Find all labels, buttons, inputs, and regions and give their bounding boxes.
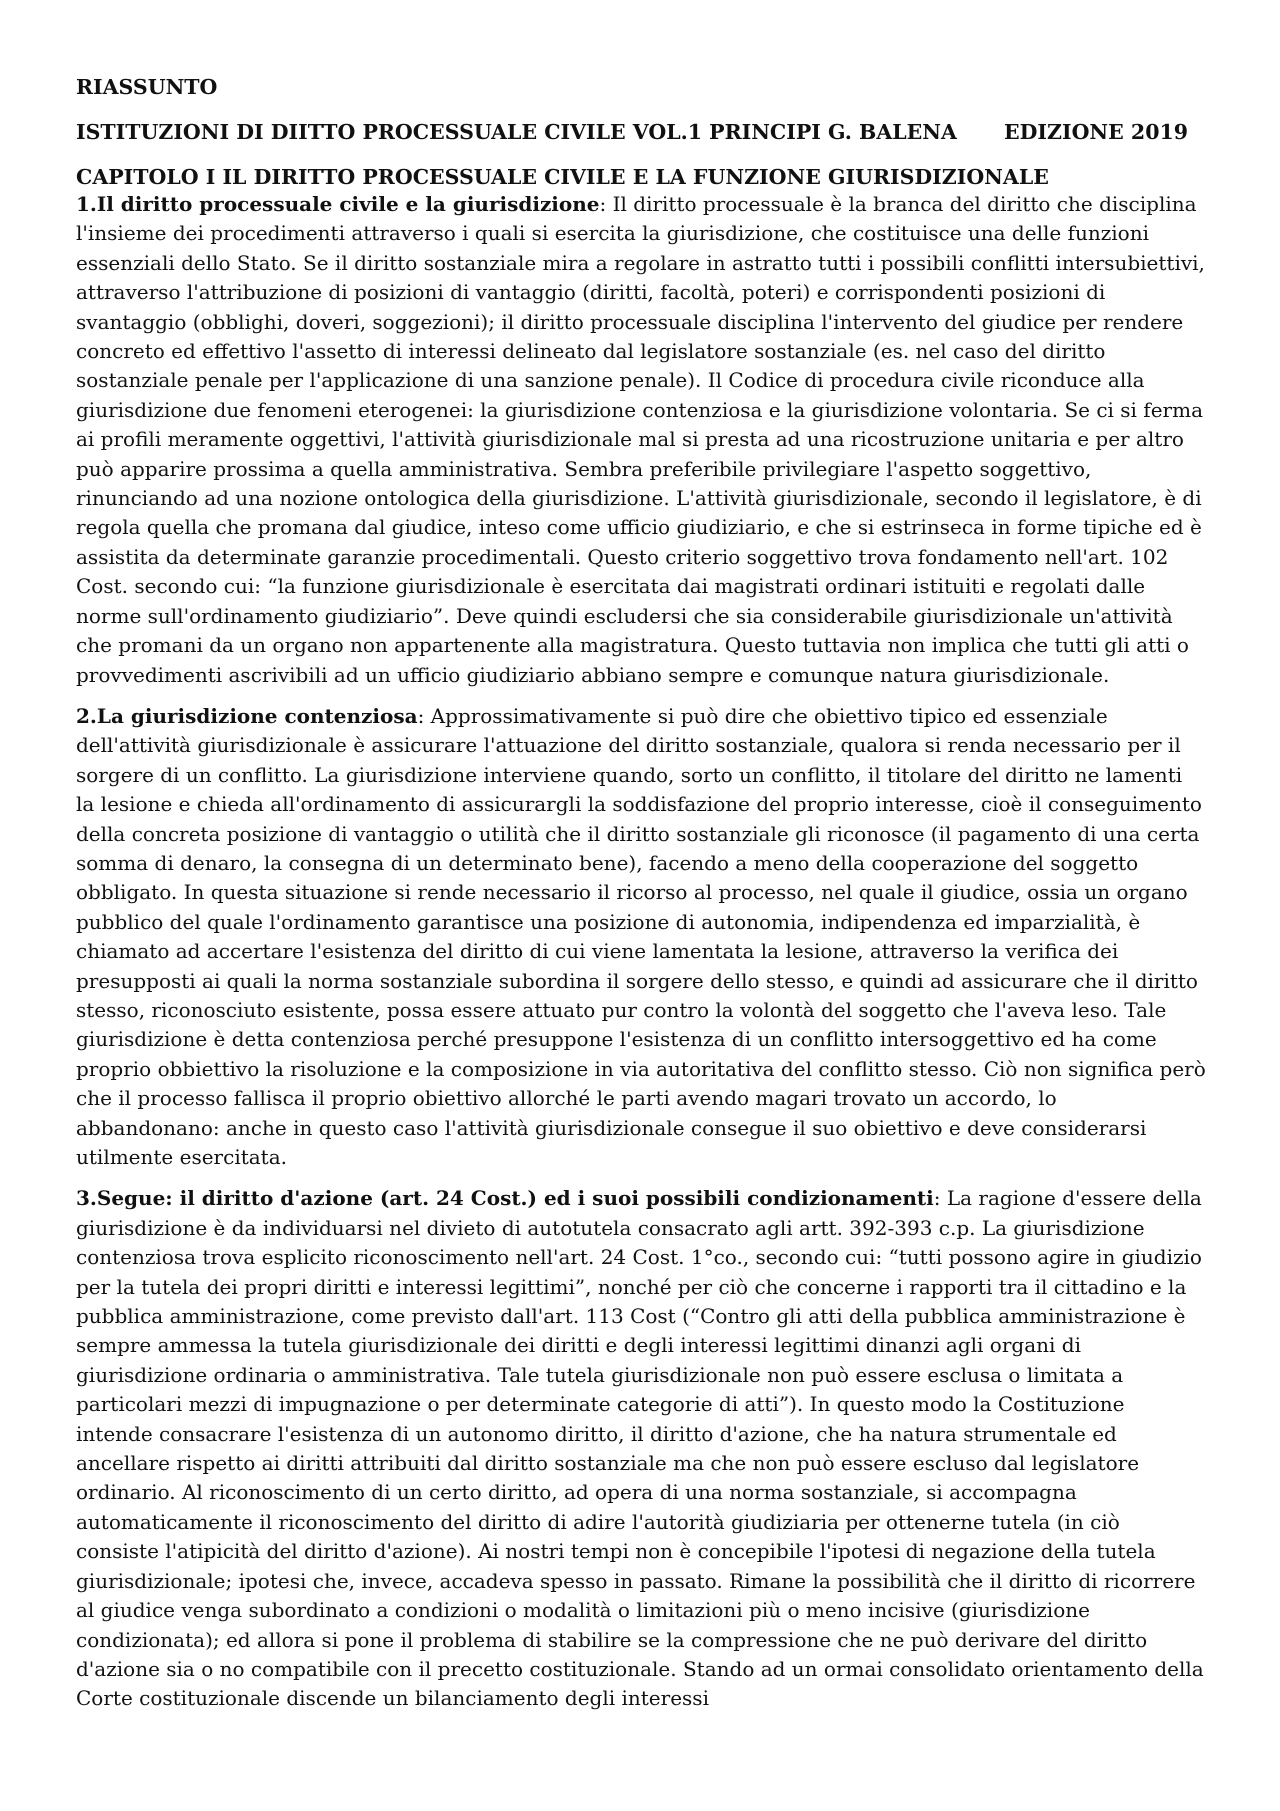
section-3-title: 3.Segue: il diritto d'azione (art. 24 Cost.) ed i suoi possibili condizionamenti [76,1186,934,1211]
edition-label: EDIZIONE 2019 [1004,120,1188,144]
chapter-heading: CAPITOLO I IL DIRITTO PROCESSUALE CIVILE E LA FUNZIONE GIURISDIZIONALE [76,165,1049,189]
document-page [76,74,1206,1726]
section-3 [76,1184,1206,1713]
book-title-row [76,119,1206,145]
document-label: RIASSUNTO [76,75,218,99]
section-2 [76,702,1206,1173]
section-2-body: : Approssimativamente si può dire che obiettivo tipico ed essenziale dell'attività giurisdizionale è assicurare l'attuazione del diritto sostanziale, qualora si renda necessario per il sorgere di un conflitto. La giurisdizione interviene quando, sorto un conflitto, il titolare del diritto ne lamenti la lesione e chieda all'ordinamento di assicurargli la soddisfazione del proprio interesse, cioè il conseguimento della concreta posizione di vantaggio o utilità che il diritto sostanziale gli riconosce (il pagamento di una certa somma di denaro, la consegna di un determinato bene), facendo a meno della cooperazione del soggetto obbligato. In questa situazione si rende necessario il ricorso al processo, nel quale il giudice, ossia un organo pubblico del quale l'ordinamento garantisce una posizione di autonomia, indipendenza ed imparzialità, è chiamato ad accertare l'esistenza del diritto di cui viene lamentata la lesione, attraverso la verifica dei presupposti ai quali la norma sostanziale subordina il sorgere dello stesso, e quindi ad assicurare che il diritto stesso, riconosciuto esistente, possa essere attuato pur contro la volontà del soggetto che l'aveva leso. Tale giurisdizione è detta contenziosa perché presuppone l'esistenza di un conflitto intersoggettivo ed ha come proprio obbiettivo la risoluzione e la composizione in via autoritativa del conflitto stesso. Ciò non significa però che il processo fallisca il proprio obiettivo allorché le parti avendo magari trovato un accordo, lo abbandonano: anche in questo caso l'attività giurisdizionale consegue il suo obiettivo e deve considerarsi utilmente esercitata. [76,703,1206,1169]
section-1-body: : Il diritto processuale è la branca del diritto che disciplina l'insieme dei procedimenti attraverso i quali si esercita la giurisdizione, che costituisce una delle funzioni essenziali dello Stato. Se il diritto sostanziale mira a regolare in astratto tutti i possibili conflitti intersubiettivi, attraverso l'attribuzione di posizioni di vantaggio (diritti, facoltà, poteri) e corrispondenti posizioni di svantaggio (obblighi, doveri, soggezioni); il diritto processuale disciplina l'intervento del giudice per rendere concreto ed effettivo l'assetto di interessi delineato dal legislatore sostanziale (es. nel caso del diritto sostanziale penale per l'applicazione di una sanzione penale). Il Codice di procedura civile riconduce alla giurisdizione due fenomeni eterogenei: la giurisdizione contenziosa e la giurisdizione volontaria. Se ci si ferma ai profili meramente oggettivi, l'attività giurisdizionale mal si presta ad una ricostruzione unitaria e per altro può apparire prossima a quella amministrativa. Sembra preferibile privilegiare l'aspetto soggettivo, rinunciando ad una nozione ontologica della giurisdizione. L'attività giurisdizionale, secondo il legislatore, è di regola quella che promana dal giudice, inteso come ufficio giudiziario, e che si estrinseca in forme tipiche ed è assistita da determinate garanzie procedimentali. Questo criterio soggettivo trova fondamento nell'art. 102 Cost. secondo cui: “la funzione giurisdizionale è esercitata dai magistrati ordinari istituiti e regolati dalle norme sull'ordinamento giudiziario”. Deve quindi escludersi che sia considerabile giurisdizionale un'attività che promani da un organo non appartenente alla magistratura. Questo tuttavia non implica che tutti gli atti o provvedimenti ascrivibili ad un ufficio giudiziario abbiano sempre e comunque natura giurisdizionale. [76,192,1205,687]
section-1-title: 1.Il diritto processuale civile e la giurisdizione [76,192,600,216]
section-1 [76,190,1206,690]
section-2-title: 2.La giurisdizione contenziosa [76,703,418,728]
book-title: ISTITUZIONI DI DIITTO PROCESSUALE CIVILE VOL.1 PRINCIPI G. BALENA [76,120,957,144]
section-3-body: : La ragione d'essere della giurisdizione è da individuarsi nel divieto di autotutela consacrato agli artt. 392-393 c.p. La giurisdizione contenziosa trova esplicito riconoscimento nell'art. 24 Cost. 1°co., secondo cui: “tutti possono agire in giudizio per la tutela dei propri diritti e interessi legittimi”, nonché per ciò che concerne i rapporti tra il cittadino e la pubblica amministrazione, come previsto dall'art. 113 Cost (“Contro gli atti della pubblica amministrazione è sempre ammessa la tutela giurisdizionale dei diritti e degli interessi legittimi dinanzi agli organi di giurisdizione ordinaria o amministrativa. Tale tutela giurisdizionale non può essere esclusa o limitata a particolari mezzi di impugnazione o per determinate categorie di atti”). In questo modo la Costituzione intende consacrare l'esistenza di un autonomo diritto, il diritto d'azione, che ha natura strumentale ed ancellare rispetto ai diritti attribuiti dal diritto sostanziale ma che non può essere escluso dal legislatore ordinario. Al riconoscimento di un certo diritto, ad opera di una norma sostanziale, si accompagna automaticamente il riconoscimento del diritto di adire l'autorità giudiziaria per ottenerne tutela (in ciò consiste l'atipicità del diritto d'azione). Ai nostri tempi non è concepibile l'ipotesi di negazione della tutela giurisdizionale; ipotesi che, invece, accadeva spesso in passato. Rimane la possibilità che il diritto di ricorrere al giudice venga subordinato a condizioni o modalità o limitazioni più o meno incisive (giurisdizione condizionata); ed allora si pone il problema di stabilire se la compressione che ne può derivare del diritto d'azione sia o no compatibile con il precetto costituzionale. Stando ad un ormai consolidato orientamento della Corte costituzionale discende un bilanciamento degli interessi [76,1186,1204,1711]
